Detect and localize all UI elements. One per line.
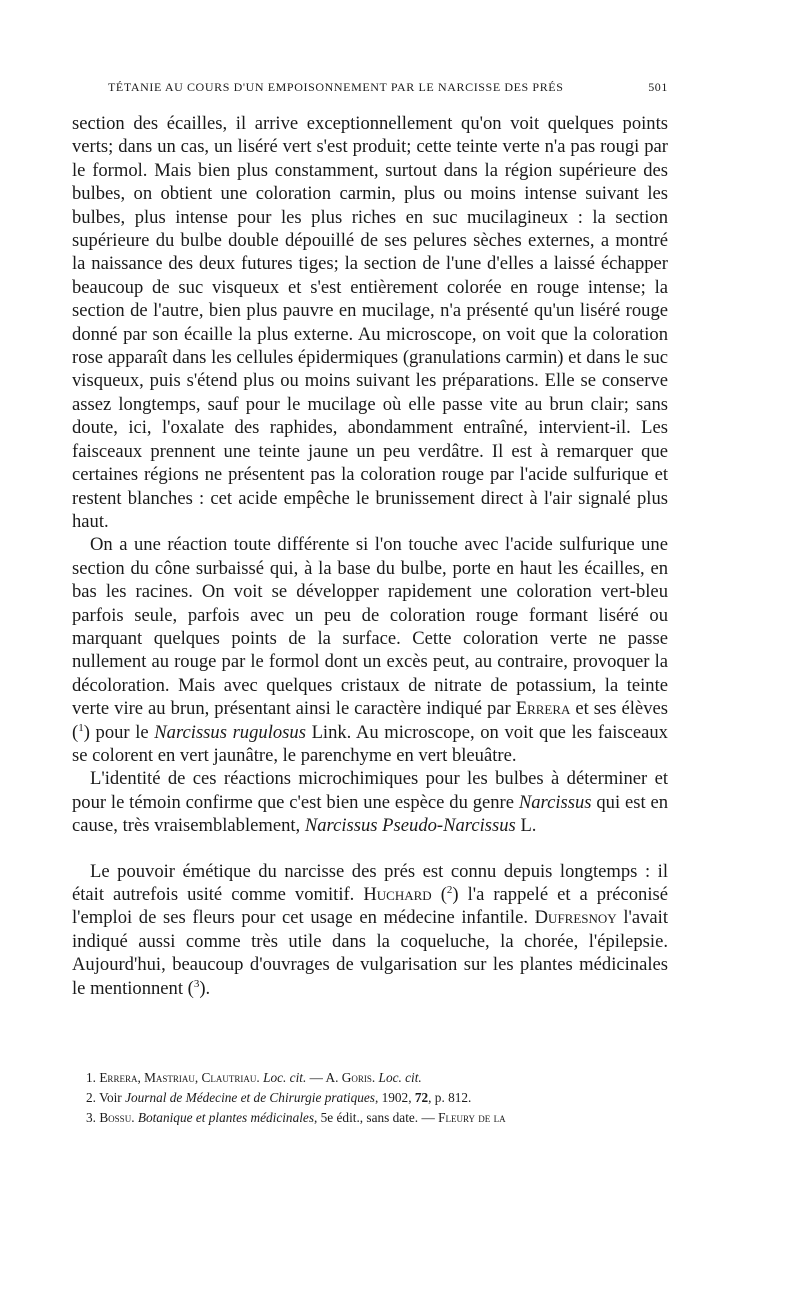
running-title: TÉTANIE AU COURS D'UN EMPOISONNEMENT PAR LE NARCISSE DES PRÉS [108, 80, 564, 94]
footnote-ref-3: 3 [193, 977, 200, 990]
paragraph-1: section des écailles, il arrive exceptionnellement qu'on voit quelques points verts; dans un cas, un liséré vert s'est produit; cette teinte verte n'a pas rougi par le formol. Mais bien plus constamment, surtout dans la région supérieure des bulbes, on obtient une coloration carmin, plus ou moins intense suivant les bulbes, plus intense pour les plus riches en suc mucilagineux : la section supérieure du bulbe double dépouillé de ses pelures sèches externes, a montré la naissance des deux futures tiges; la section de l'une d'elles a laissé échapper beaucoup de suc visqueux et s'est entièrement colorée en rouge intense; la section de l'autre, bien plus pauvre en mucilage, n'a présenté qu'un liséré rouge donné par son écaille la plus externe. Au microscope, on voit que la coloration rose apparaît dans les cellules épidermiques (granulations carmin) et dans le suc visqueux, puis s'étend plus ou moins suivant les préparations. Elle se conserve assez longtemps, sauf pour le mucilage où elle passe vite au brun clair; sans doute, ici, l'oxalate des raphides, abondamment entraîné, intervient-il. Les faisceaux prennent une teinte jaune un peu verdâtre. Il est à remarquer que certaines régions ne présentent pas la coloration rouge par l'acide sulfurique et restent blanches : cet acide empêche le brunissement direct à l'air signalé plus haut. [72, 113, 668, 532]
footnote-ref-1: 1 [78, 721, 84, 734]
footnote-1-separator: — A. [309, 1070, 339, 1085]
running-header [72, 80, 668, 100]
paragraph-2 [72, 533, 668, 767]
author-huchard: Huchard [363, 884, 432, 905]
footnote-3 [72, 1108, 668, 1128]
footnote-2-text-a: Voir [99, 1090, 122, 1105]
author-errera: Errera [515, 698, 571, 720]
footnote-1-authors: Errera, Mastriau, Clautriau. [99, 1070, 260, 1085]
body-text [72, 112, 668, 1000]
paragraph-4-text-b: ( [440, 884, 447, 905]
paragraph-4 [72, 860, 668, 1000]
paragraph-2-text-a: On a une réaction toute différente si l'on touche avec l'acide sulfurique une section du cône surbaissé qui, à la base du bulbe, porte en haut les écailles, en bas les racines. On voit se développer rapidement une coloration vert-bleu parfois seule, parfois avec un peu de coloration rouge formant liséré ou marquant quelques points de la surface. Cette coloration verte ne passe nullement au rouge par le formol dont un excès peut, au contraire, provoquer la décoloration. Mais avec quelques cristaux de nitrate de potassium, la teinte verte vire au brun, présentant ainsi le caractère indiqué par [72, 534, 668, 720]
species-rugulosus: Narcissus rugulosus [154, 721, 306, 743]
page-number: 501 [648, 80, 668, 94]
footnotes [72, 1068, 668, 1128]
genus-narcissus: Narcissus [518, 791, 592, 813]
footnote-3-number: 3. [86, 1110, 96, 1125]
footnote-1-citation: Loc. cit. [263, 1070, 307, 1085]
species-pseudo-narcissus: Narcissus Pseudo-Narcissus [304, 815, 516, 837]
footnote-3-book: Botanique et plantes médicinales [137, 1110, 314, 1125]
footnote-2-text-c: , p. 812. [428, 1090, 472, 1105]
footnote-3-author-2: Fleury de la [438, 1110, 506, 1125]
footnote-2 [72, 1088, 668, 1108]
paragraph-3-text-c: L. [520, 815, 537, 837]
paragraph-4-text-d: l'avait indiqué aussi comme très utile dans la coqueluche, la chorée, l'épilepsie. Aujourd'hui, beaucoup d'ouvrages de vulgarisation sur les plantes médicinales le mentionnent ( [72, 907, 668, 999]
footnote-ref-2: 2 [446, 883, 453, 896]
footnote-3-author: Bossu. [99, 1110, 135, 1125]
footnote-2-volume: 72 [414, 1090, 429, 1105]
paragraph-2-text-c: ) pour le [83, 721, 149, 743]
footnote-2-text-b: , 1902, [374, 1090, 412, 1105]
author-dufresnoy: Dufresnoy [534, 907, 617, 929]
paragraph-4-text-a: Le pouvoir émétique du narcisse des prés est connu depuis longtemps : il était autrefois usité comme vomitif. [72, 860, 668, 905]
paragraph-2-text-b: et ses élèves ( [72, 698, 668, 743]
paragraph-3-text-a: L'identité de ces réactions microchimiques pour les bulbes à déterminer et pour le témoin confirme que c'est bien une espèce du genre [72, 768, 668, 813]
footnote-1-number: 1. [86, 1070, 96, 1085]
paragraph-2-text-d: Link. Au microscope, on voit que les faisceaux se colorent en vert jaunâtre, le parenchyme en vert bleuâtre. [72, 721, 668, 766]
footnote-1-citation-2: Loc. cit. [378, 1070, 422, 1085]
footnote-1 [72, 1068, 668, 1088]
paragraph-4-text-e: ). [199, 977, 211, 999]
footnote-3-text-b: , 5e édit., sans date. — [314, 1110, 435, 1125]
paragraph-3 [72, 767, 668, 837]
paragraph-4-text-c: ) l'a rappelé et a préconisé l'emploi de ses fleurs pour cet usage en médecine infantile. [72, 884, 669, 929]
footnote-2-journal: Journal de Médecine et de Chirurgie pratiques [125, 1090, 375, 1105]
paragraph-3-text-b: qui est en cause, très vraisemblablement, [72, 791, 668, 837]
footnote-2-number: 2. [86, 1090, 96, 1105]
footnote-1-author-goris: Goris. [341, 1070, 376, 1085]
